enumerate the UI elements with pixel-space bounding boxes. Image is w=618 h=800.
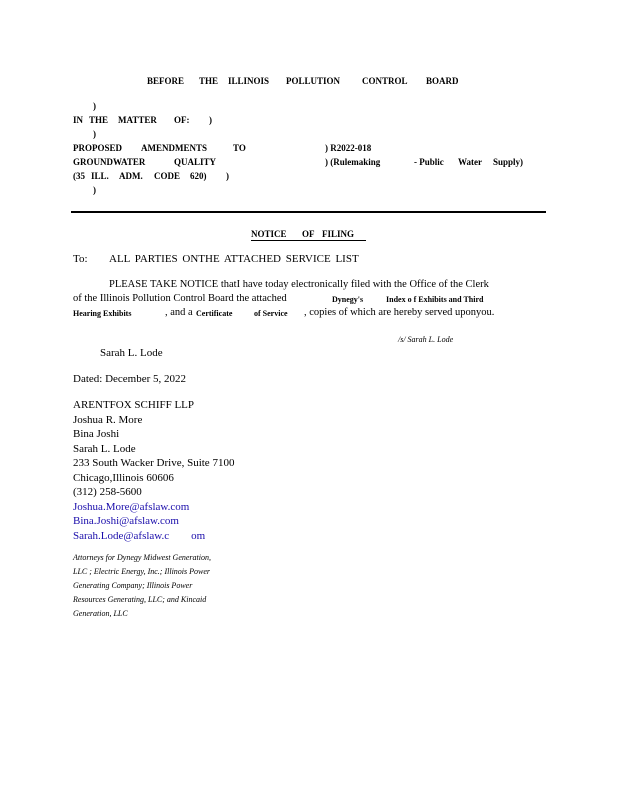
attorneys-for-block	[73, 551, 211, 621]
attorney-name: Bina Joshi	[73, 428, 120, 440]
caption-groundwater: GROUNDWATER	[73, 157, 146, 167]
caption-code-620: 620)	[190, 171, 207, 181]
signature-name: Sarah L. Lode	[100, 347, 163, 359]
email-link[interactable]	[73, 529, 234, 544]
attorney-name: Sarah L. Lode	[73, 442, 136, 455]
notice-copies: , copies of which are hereby served uponyou.	[304, 307, 495, 318]
caption-to: TO	[233, 143, 246, 153]
caption-paren: )	[226, 171, 229, 181]
header-illinois: ILLINOIS	[228, 76, 270, 86]
notice-paragraph-line1: PLEASE TAKE NOTICE thatI have today electronically filed with the Office of the Clerk	[109, 279, 489, 290]
to-recipients: ALL PARTIES ONTHE ATTACHED SERVICE LIST	[109, 253, 359, 265]
docket-number: ) R2022-018	[325, 143, 372, 153]
attorney-name: Joshua R. More	[73, 413, 143, 426]
notice-dynegy: Dynegy's	[332, 295, 364, 304]
caption-water: Water	[458, 157, 482, 167]
caption-proposed: PROPOSED	[73, 143, 123, 153]
date-line: Dated: December 5, 2022	[73, 373, 187, 385]
caption-paren: )	[93, 101, 96, 111]
caption-matter: MATTER	[118, 115, 157, 125]
notice-of-service: of Service	[254, 309, 288, 318]
caption-public: - Public	[414, 157, 444, 167]
email-link-part[interactable]: om	[191, 529, 206, 542]
notice-title-c: FILING	[322, 229, 355, 239]
firm-address-city: Chicago,Illinois 60606	[73, 471, 174, 484]
caption-quality: QUALITY	[174, 157, 217, 167]
caption-rulemaking: ) (Rulemaking	[325, 157, 381, 167]
header-pollution: POLLUTION	[286, 76, 341, 86]
notice-paragraph-line2: of the Illinois Pollution Control Board the attached	[73, 293, 287, 304]
attorneys-for-line: Generation, LLC	[73, 609, 128, 618]
caption-the: THE	[89, 115, 109, 125]
caption-paren: )	[93, 185, 96, 195]
notice-title-b: OF	[302, 229, 315, 239]
caption-code-code: CODE	[154, 171, 181, 181]
firm-block	[73, 398, 234, 543]
caption-code-35: (35	[73, 171, 85, 181]
header-board: BOARD	[426, 76, 459, 86]
header-control: CONTROL	[362, 76, 408, 86]
caption-paren: )	[93, 129, 96, 139]
caption-in: IN	[73, 115, 84, 125]
caption-code-adm: ADM.	[119, 171, 143, 181]
email-link[interactable]: Bina.Joshi@afslaw.com	[73, 515, 179, 527]
caption-amendments: AMENDMENTS	[141, 143, 208, 153]
notice-title	[251, 229, 366, 241]
attorneys-for-line: Resources Generating, LLC; and Kincaid	[73, 595, 207, 604]
email-link-part[interactable]: Sarah.Lode@afslaw.c	[73, 529, 170, 542]
caption-code-ill: ILL.	[91, 171, 109, 181]
firm-phone: (312) 258-5600	[73, 486, 142, 498]
attorneys-for-line: Generating Company; Illinois Power	[73, 581, 193, 590]
notice-hearing-exhibits: Hearing Exhibits	[73, 309, 132, 318]
caption-divider	[71, 211, 546, 213]
notice-and-a: , and a	[165, 307, 193, 318]
header-the: THE	[199, 76, 219, 86]
email-link[interactable]: Joshua.More@afslaw.com	[73, 500, 190, 513]
to-label: To:	[73, 253, 88, 265]
electronic-signature: /s/ Sarah L. Lode	[398, 335, 454, 344]
attorneys-for-line: LLC ; Electric Energy, Inc.; Illinois Power	[73, 567, 211, 576]
attorneys-for-line: Attorneys for Dynegy Midwest Generation,	[73, 553, 211, 562]
firm-address-street: 233 South Wacker Drive, Suite 7100	[73, 457, 235, 469]
caption-paren: )	[209, 115, 212, 125]
caption-of: OF:	[174, 115, 190, 125]
caption-supply: Supply)	[493, 157, 524, 167]
firm-name: ARENTFOX SCHIFF LLP	[73, 399, 195, 411]
notice-certificate: Certificate	[196, 309, 233, 318]
notice-title-a: NOTICE	[251, 229, 287, 239]
notice-index-exhibits: Index o f Exhibits and Third	[386, 295, 484, 304]
header-before: BEFORE	[147, 76, 185, 86]
